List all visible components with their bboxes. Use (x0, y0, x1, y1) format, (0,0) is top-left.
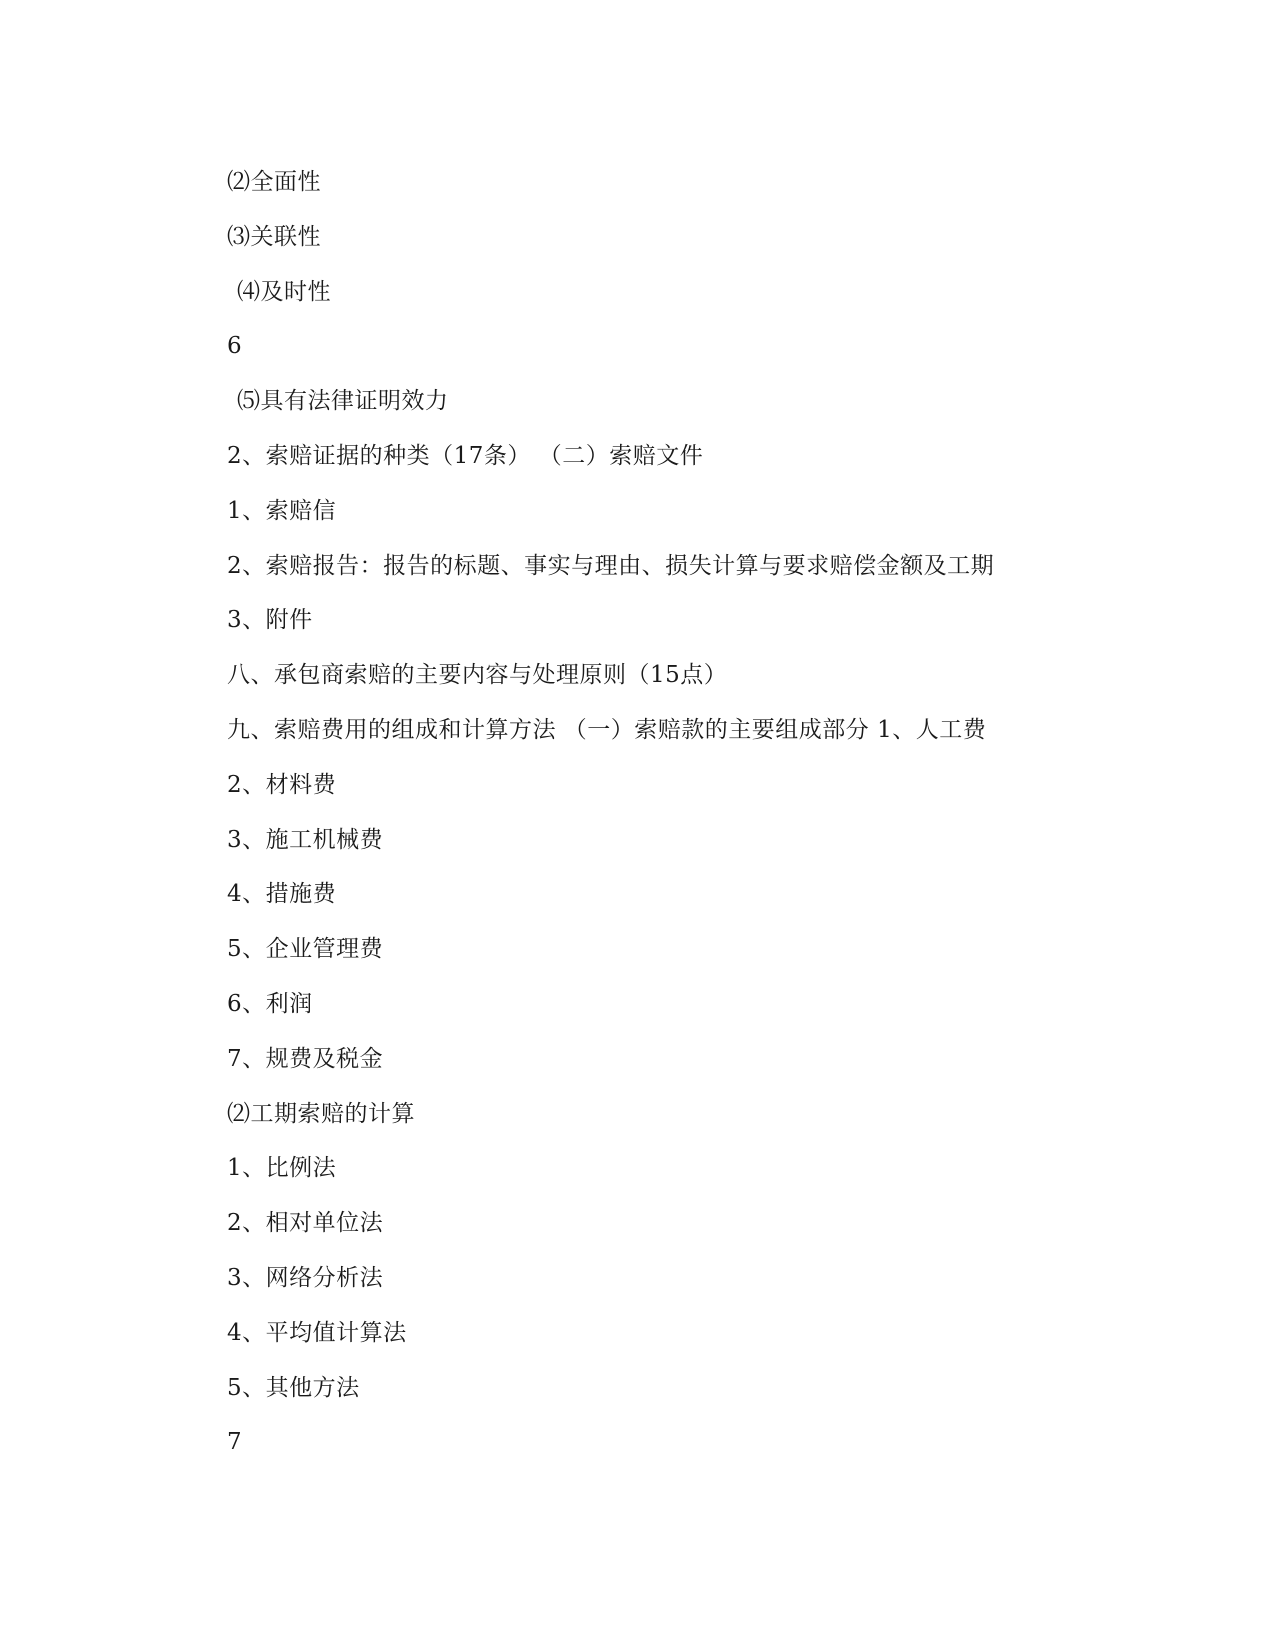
page-number: 7 (227, 1429, 243, 1456)
text-line: ⑸具有法律证明效力 (237, 388, 449, 415)
section-heading: 九、索赔费用的组成和计算方法 （一）索赔款的主要组成部分 1、人工费 (227, 716, 987, 743)
text-line: 5、其他方法 (227, 1374, 360, 1401)
text-line: 2、材料费 (227, 771, 337, 798)
text-line: 1、比例法 (227, 1155, 337, 1182)
text-line: 6、利润 (227, 990, 313, 1017)
text-line: 4、措施费 (227, 881, 337, 908)
text-line: 1、索赔信 (227, 497, 337, 524)
text-line: ⑶关联性 (227, 223, 321, 250)
text-line: 3、网络分析法 (227, 1264, 384, 1291)
text-line: 7、规费及税金 (227, 1045, 384, 1072)
text-line: ⑷及时性 (237, 278, 331, 305)
text-line: ⑵全面性 (227, 169, 321, 195)
text-line: 3、施工机械费 (227, 826, 384, 853)
text-line: 4、平均值计算法 (227, 1319, 407, 1346)
page-number: 6 (227, 333, 243, 360)
section-heading: 八、承包商索赔的主要内容与处理原则（15点） (227, 662, 728, 689)
text-line: 3、附件 (227, 607, 313, 634)
text-line: 2、索赔报告：报告的标题、事实与理由、损失计算与要求赔偿金额及工期 (227, 552, 995, 579)
text-line: 2、相对单位法 (227, 1210, 384, 1237)
document-body (227, 168, 1127, 1483)
text-line: 2、索赔证据的种类（17条） （二）索赔文件 (227, 442, 704, 469)
text-line: 5、企业管理费 (227, 936, 384, 963)
subsection-heading: ⑵工期索赔的计算 (227, 1100, 415, 1127)
